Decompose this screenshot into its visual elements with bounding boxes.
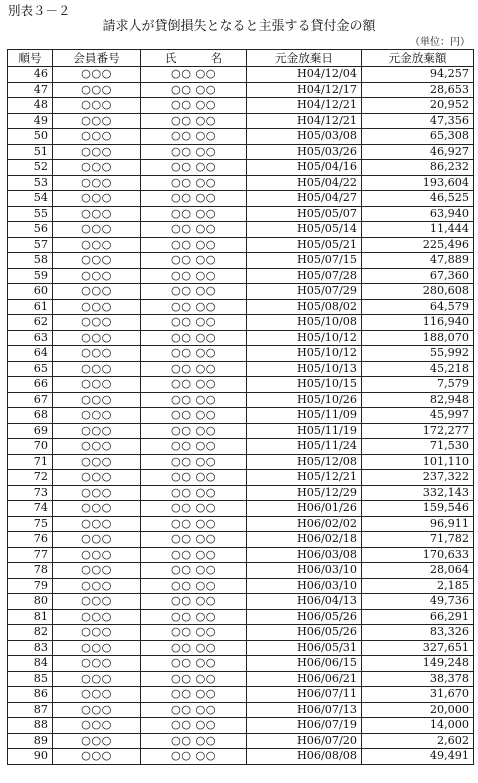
waiver-amount-cell: 46,525 <box>362 191 474 207</box>
member-number-cell: ○○○ <box>53 330 141 346</box>
table-row <box>8 315 474 331</box>
row-number-cell: 49 <box>8 113 53 129</box>
waiver-amount-cell: 7,579 <box>362 377 474 393</box>
row-number-cell: 48 <box>8 98 53 114</box>
table-row <box>8 268 474 284</box>
waiver-amount-cell: 71,530 <box>362 439 474 455</box>
row-number-cell: 60 <box>8 284 53 300</box>
waiver-amount-cell: 94,257 <box>362 67 474 83</box>
table-row <box>8 485 474 501</box>
member-number-cell: ○○○ <box>53 175 141 191</box>
person-name-cell: ○○ ○○ <box>141 578 247 594</box>
table-row <box>8 113 474 129</box>
person-name-cell: ○○ ○○ <box>141 671 247 687</box>
row-number-cell: 47 <box>8 82 53 98</box>
waiver-date-cell: H05/12/08 <box>247 454 362 470</box>
member-number-cell: ○○○ <box>53 625 141 641</box>
waiver-date-cell: H06/08/08 <box>247 749 362 765</box>
waiver-date-cell: H06/02/18 <box>247 532 362 548</box>
waiver-date-cell: H06/07/11 <box>247 687 362 703</box>
waiver-date-cell: H06/02/02 <box>247 516 362 532</box>
person-name-cell: ○○ ○○ <box>141 516 247 532</box>
person-name-cell: ○○ ○○ <box>141 408 247 424</box>
person-name-cell: ○○ ○○ <box>141 129 247 145</box>
member-number-cell: ○○○ <box>53 733 141 749</box>
row-number-cell: 64 <box>8 346 53 362</box>
waiver-amount-cell: 46,927 <box>362 144 474 160</box>
waiver-date-cell: H05/12/21 <box>247 470 362 486</box>
person-name-cell: ○○ ○○ <box>141 175 247 191</box>
person-name-cell: ○○ ○○ <box>141 284 247 300</box>
row-number-cell: 87 <box>8 702 53 718</box>
table-row <box>8 749 474 765</box>
waiver-date-cell: H05/05/07 <box>247 206 362 222</box>
waiver-date-cell: H05/10/15 <box>247 377 362 393</box>
column-header-date: 元金放棄日 <box>247 50 362 67</box>
member-number-cell: ○○○ <box>53 594 141 610</box>
row-number-cell: 78 <box>8 563 53 579</box>
waiver-amount-cell: 67,360 <box>362 268 474 284</box>
row-number-cell: 56 <box>8 222 53 238</box>
row-number-cell: 57 <box>8 237 53 253</box>
row-number-cell: 83 <box>8 640 53 656</box>
loan-writeoff-table <box>7 49 474 765</box>
member-number-cell: ○○○ <box>53 222 141 238</box>
waiver-date-cell: H05/07/28 <box>247 268 362 284</box>
table-row <box>8 687 474 703</box>
member-number-cell: ○○○ <box>53 144 141 160</box>
member-number-cell: ○○○ <box>53 640 141 656</box>
person-name-cell: ○○ ○○ <box>141 361 247 377</box>
column-header-name-a: 氏 <box>164 50 177 65</box>
row-number-cell: 84 <box>8 656 53 672</box>
person-name-cell: ○○ ○○ <box>141 392 247 408</box>
person-name-cell: ○○ ○○ <box>141 206 247 222</box>
waiver-amount-cell: 45,218 <box>362 361 474 377</box>
row-number-cell: 68 <box>8 408 53 424</box>
waiver-date-cell: H04/12/04 <box>247 67 362 83</box>
table-row <box>8 578 474 594</box>
column-header-member: 会員番号 <box>53 50 141 67</box>
person-name-cell: ○○ ○○ <box>141 718 247 734</box>
table-row <box>8 702 474 718</box>
person-name-cell: ○○ ○○ <box>141 67 247 83</box>
table-row <box>8 98 474 114</box>
waiver-date-cell: H04/12/21 <box>247 98 362 114</box>
waiver-amount-cell: 64,579 <box>362 299 474 315</box>
table-row <box>8 640 474 656</box>
member-number-cell: ○○○ <box>53 454 141 470</box>
waiver-amount-cell: 45,997 <box>362 408 474 424</box>
member-number-cell: ○○○ <box>53 206 141 222</box>
member-number-cell: ○○○ <box>53 160 141 176</box>
member-number-cell: ○○○ <box>53 315 141 331</box>
member-number-cell: ○○○ <box>53 702 141 718</box>
person-name-cell: ○○ ○○ <box>141 532 247 548</box>
member-number-cell: ○○○ <box>53 609 141 625</box>
person-name-cell: ○○ ○○ <box>141 253 247 269</box>
person-name-cell: ○○ ○○ <box>141 377 247 393</box>
waiver-date-cell: H06/05/26 <box>247 625 362 641</box>
person-name-cell: ○○ ○○ <box>141 315 247 331</box>
waiver-date-cell: H06/05/31 <box>247 640 362 656</box>
waiver-date-cell: H06/07/20 <box>247 733 362 749</box>
column-header-amount: 元金放棄額 <box>362 50 474 67</box>
table-row <box>8 563 474 579</box>
member-number-cell: ○○○ <box>53 718 141 734</box>
table-row <box>8 346 474 362</box>
waiver-amount-cell: 49,736 <box>362 594 474 610</box>
row-number-cell: 63 <box>8 330 53 346</box>
row-number-cell: 58 <box>8 253 53 269</box>
member-number-cell: ○○○ <box>53 501 141 517</box>
row-number-cell: 55 <box>8 206 53 222</box>
waiver-amount-cell: 101,110 <box>362 454 474 470</box>
person-name-cell: ○○ ○○ <box>141 501 247 517</box>
waiver-amount-cell: 71,782 <box>362 532 474 548</box>
row-number-cell: 82 <box>8 625 53 641</box>
member-number-cell: ○○○ <box>53 129 141 145</box>
person-name-cell: ○○ ○○ <box>141 113 247 129</box>
waiver-amount-cell: 2,185 <box>362 578 474 594</box>
table-row <box>8 532 474 548</box>
member-number-cell: ○○○ <box>53 547 141 563</box>
member-number-cell: ○○○ <box>53 532 141 548</box>
waiver-amount-cell: 82,948 <box>362 392 474 408</box>
waiver-date-cell: H05/10/12 <box>247 346 362 362</box>
table-row <box>8 206 474 222</box>
waiver-amount-cell: 159,546 <box>362 501 474 517</box>
person-name-cell: ○○ ○○ <box>141 82 247 98</box>
member-number-cell: ○○○ <box>53 346 141 362</box>
row-number-cell: 90 <box>8 749 53 765</box>
column-header-name <box>141 50 247 67</box>
table-row <box>8 299 474 315</box>
waiver-amount-cell: 327,651 <box>362 640 474 656</box>
waiver-date-cell: H06/07/13 <box>247 702 362 718</box>
member-number-cell: ○○○ <box>53 687 141 703</box>
person-name-cell: ○○ ○○ <box>141 423 247 439</box>
row-number-cell: 59 <box>8 268 53 284</box>
waiver-date-cell: H05/07/29 <box>247 284 362 300</box>
table-row <box>8 656 474 672</box>
waiver-date-cell: H05/12/29 <box>247 485 362 501</box>
waiver-amount-cell: 237,322 <box>362 470 474 486</box>
waiver-date-cell: H06/07/19 <box>247 718 362 734</box>
waiver-amount-cell: 2,602 <box>362 733 474 749</box>
waiver-amount-cell: 86,232 <box>362 160 474 176</box>
waiver-amount-cell: 66,291 <box>362 609 474 625</box>
waiver-date-cell: H06/05/26 <box>247 609 362 625</box>
waiver-date-cell: H05/10/12 <box>247 330 362 346</box>
waiver-amount-cell: 170,633 <box>362 547 474 563</box>
table-row <box>8 377 474 393</box>
person-name-cell: ○○ ○○ <box>141 268 247 284</box>
table-row <box>8 733 474 749</box>
waiver-amount-cell: 149,248 <box>362 656 474 672</box>
waiver-amount-cell: 20,000 <box>362 702 474 718</box>
waiver-amount-cell: 96,911 <box>362 516 474 532</box>
waiver-date-cell: H05/05/14 <box>247 222 362 238</box>
member-number-cell: ○○○ <box>53 656 141 672</box>
member-number-cell: ○○○ <box>53 671 141 687</box>
waiver-date-cell: H05/05/21 <box>247 237 362 253</box>
person-name-cell: ○○ ○○ <box>141 98 247 114</box>
waiver-date-cell: H05/04/16 <box>247 160 362 176</box>
member-number-cell: ○○○ <box>53 191 141 207</box>
member-number-cell: ○○○ <box>53 268 141 284</box>
table-body <box>8 67 474 765</box>
waiver-date-cell: H05/10/13 <box>247 361 362 377</box>
waiver-amount-cell: 28,653 <box>362 82 474 98</box>
member-number-cell: ○○○ <box>53 98 141 114</box>
column-header-no: 順号 <box>8 50 53 67</box>
row-number-cell: 73 <box>8 485 53 501</box>
table-row <box>8 82 474 98</box>
waiver-date-cell: H05/04/27 <box>247 191 362 207</box>
member-number-cell: ○○○ <box>53 485 141 501</box>
waiver-date-cell: H06/03/10 <box>247 563 362 579</box>
waiver-date-cell: H06/03/10 <box>247 578 362 594</box>
person-name-cell: ○○ ○○ <box>141 330 247 346</box>
row-number-cell: 72 <box>8 470 53 486</box>
member-number-cell: ○○○ <box>53 67 141 83</box>
member-number-cell: ○○○ <box>53 377 141 393</box>
table-row <box>8 392 474 408</box>
row-number-cell: 50 <box>8 129 53 145</box>
person-name-cell: ○○ ○○ <box>141 749 247 765</box>
waiver-date-cell: H05/07/15 <box>247 253 362 269</box>
person-name-cell: ○○ ○○ <box>141 733 247 749</box>
row-number-cell: 70 <box>8 439 53 455</box>
member-number-cell: ○○○ <box>53 563 141 579</box>
member-number-cell: ○○○ <box>53 578 141 594</box>
table-header-row <box>8 50 474 67</box>
waiver-amount-cell: 47,889 <box>362 253 474 269</box>
table-row <box>8 454 474 470</box>
table-row <box>8 237 474 253</box>
waiver-amount-cell: 11,444 <box>362 222 474 238</box>
person-name-cell: ○○ ○○ <box>141 222 247 238</box>
waiver-amount-cell: 116,940 <box>362 315 474 331</box>
table-row <box>8 191 474 207</box>
document-title: 請求人が貸倒損失となると主張する貸付金の額 <box>102 19 376 34</box>
row-number-cell: 86 <box>8 687 53 703</box>
waiver-date-cell: H04/12/21 <box>247 113 362 129</box>
waiver-amount-cell: 188,070 <box>362 330 474 346</box>
table-row <box>8 594 474 610</box>
waiver-amount-cell: 20,952 <box>362 98 474 114</box>
table-row <box>8 361 474 377</box>
person-name-cell: ○○ ○○ <box>141 439 247 455</box>
column-header-name-b: 名 <box>210 50 223 65</box>
row-number-cell: 74 <box>8 501 53 517</box>
person-name-cell: ○○ ○○ <box>141 191 247 207</box>
person-name-cell: ○○ ○○ <box>141 625 247 641</box>
member-number-cell: ○○○ <box>53 749 141 765</box>
table-row <box>8 718 474 734</box>
person-name-cell: ○○ ○○ <box>141 702 247 718</box>
waiver-date-cell: H05/11/24 <box>247 439 362 455</box>
table-row <box>8 470 474 486</box>
unit-note: （単位：円） <box>410 37 470 48</box>
row-number-cell: 69 <box>8 423 53 439</box>
waiver-amount-cell: 47,356 <box>362 113 474 129</box>
waiver-date-cell: H05/03/08 <box>247 129 362 145</box>
member-number-cell: ○○○ <box>53 237 141 253</box>
row-number-cell: 66 <box>8 377 53 393</box>
table-row <box>8 253 474 269</box>
table-row <box>8 501 474 517</box>
person-name-cell: ○○ ○○ <box>141 609 247 625</box>
member-number-cell: ○○○ <box>53 439 141 455</box>
waiver-date-cell: H06/04/13 <box>247 594 362 610</box>
waiver-date-cell: H05/03/26 <box>247 144 362 160</box>
row-number-cell: 81 <box>8 609 53 625</box>
table-row <box>8 160 474 176</box>
person-name-cell: ○○ ○○ <box>141 470 247 486</box>
waiver-amount-cell: 38,378 <box>362 671 474 687</box>
member-number-cell: ○○○ <box>53 392 141 408</box>
waiver-amount-cell: 49,491 <box>362 749 474 765</box>
appendix-label: 別表３－２ <box>8 3 71 18</box>
member-number-cell: ○○○ <box>53 516 141 532</box>
waiver-amount-cell: 280,608 <box>362 284 474 300</box>
waiver-date-cell: H04/12/17 <box>247 82 362 98</box>
table-row <box>8 423 474 439</box>
table-row <box>8 547 474 563</box>
person-name-cell: ○○ ○○ <box>141 687 247 703</box>
person-name-cell: ○○ ○○ <box>141 594 247 610</box>
member-number-cell: ○○○ <box>53 299 141 315</box>
row-number-cell: 46 <box>8 67 53 83</box>
row-number-cell: 61 <box>8 299 53 315</box>
row-number-cell: 89 <box>8 733 53 749</box>
table-row <box>8 609 474 625</box>
row-number-cell: 80 <box>8 594 53 610</box>
table-row <box>8 222 474 238</box>
table-row <box>8 67 474 83</box>
person-name-cell: ○○ ○○ <box>141 563 247 579</box>
table-row <box>8 330 474 346</box>
member-number-cell: ○○○ <box>53 423 141 439</box>
waiver-date-cell: H06/03/08 <box>247 547 362 563</box>
row-number-cell: 53 <box>8 175 53 191</box>
row-number-cell: 67 <box>8 392 53 408</box>
row-number-cell: 65 <box>8 361 53 377</box>
table-row <box>8 439 474 455</box>
person-name-cell: ○○ ○○ <box>141 656 247 672</box>
row-number-cell: 54 <box>8 191 53 207</box>
person-name-cell: ○○ ○○ <box>141 237 247 253</box>
waiver-date-cell: H05/10/08 <box>247 315 362 331</box>
waiver-date-cell: H06/06/15 <box>247 656 362 672</box>
member-number-cell: ○○○ <box>53 408 141 424</box>
waiver-amount-cell: 65,308 <box>362 129 474 145</box>
member-number-cell: ○○○ <box>53 113 141 129</box>
waiver-date-cell: H05/04/22 <box>247 175 362 191</box>
waiver-amount-cell: 172,277 <box>362 423 474 439</box>
table-row <box>8 671 474 687</box>
table-row <box>8 175 474 191</box>
member-number-cell: ○○○ <box>53 361 141 377</box>
waiver-amount-cell: 14,000 <box>362 718 474 734</box>
row-number-cell: 85 <box>8 671 53 687</box>
waiver-amount-cell: 83,326 <box>362 625 474 641</box>
row-number-cell: 79 <box>8 578 53 594</box>
row-number-cell: 71 <box>8 454 53 470</box>
waiver-date-cell: H06/01/26 <box>247 501 362 517</box>
member-number-cell: ○○○ <box>53 253 141 269</box>
waiver-amount-cell: 332,143 <box>362 485 474 501</box>
waiver-amount-cell: 193,604 <box>362 175 474 191</box>
person-name-cell: ○○ ○○ <box>141 346 247 362</box>
waiver-date-cell: H05/11/09 <box>247 408 362 424</box>
table-row <box>8 408 474 424</box>
table-row <box>8 625 474 641</box>
row-number-cell: 77 <box>8 547 53 563</box>
member-number-cell: ○○○ <box>53 82 141 98</box>
person-name-cell: ○○ ○○ <box>141 640 247 656</box>
member-number-cell: ○○○ <box>53 284 141 300</box>
waiver-amount-cell: 55,992 <box>362 346 474 362</box>
row-number-cell: 62 <box>8 315 53 331</box>
person-name-cell: ○○ ○○ <box>141 485 247 501</box>
waiver-amount-cell: 225,496 <box>362 237 474 253</box>
person-name-cell: ○○ ○○ <box>141 299 247 315</box>
waiver-amount-cell: 63,940 <box>362 206 474 222</box>
table-row <box>8 284 474 300</box>
waiver-date-cell: H05/10/26 <box>247 392 362 408</box>
person-name-cell: ○○ ○○ <box>141 547 247 563</box>
row-number-cell: 88 <box>8 718 53 734</box>
table-row <box>8 129 474 145</box>
waiver-amount-cell: 28,064 <box>362 563 474 579</box>
waiver-amount-cell: 31,670 <box>362 687 474 703</box>
row-number-cell: 76 <box>8 532 53 548</box>
waiver-date-cell: H05/11/19 <box>247 423 362 439</box>
waiver-date-cell: H06/06/21 <box>247 671 362 687</box>
waiver-date-cell: H05/08/02 <box>247 299 362 315</box>
person-name-cell: ○○ ○○ <box>141 144 247 160</box>
person-name-cell: ○○ ○○ <box>141 160 247 176</box>
table-row <box>8 144 474 160</box>
member-number-cell: ○○○ <box>53 470 141 486</box>
row-number-cell: 52 <box>8 160 53 176</box>
row-number-cell: 75 <box>8 516 53 532</box>
row-number-cell: 51 <box>8 144 53 160</box>
person-name-cell: ○○ ○○ <box>141 454 247 470</box>
table-row <box>8 516 474 532</box>
